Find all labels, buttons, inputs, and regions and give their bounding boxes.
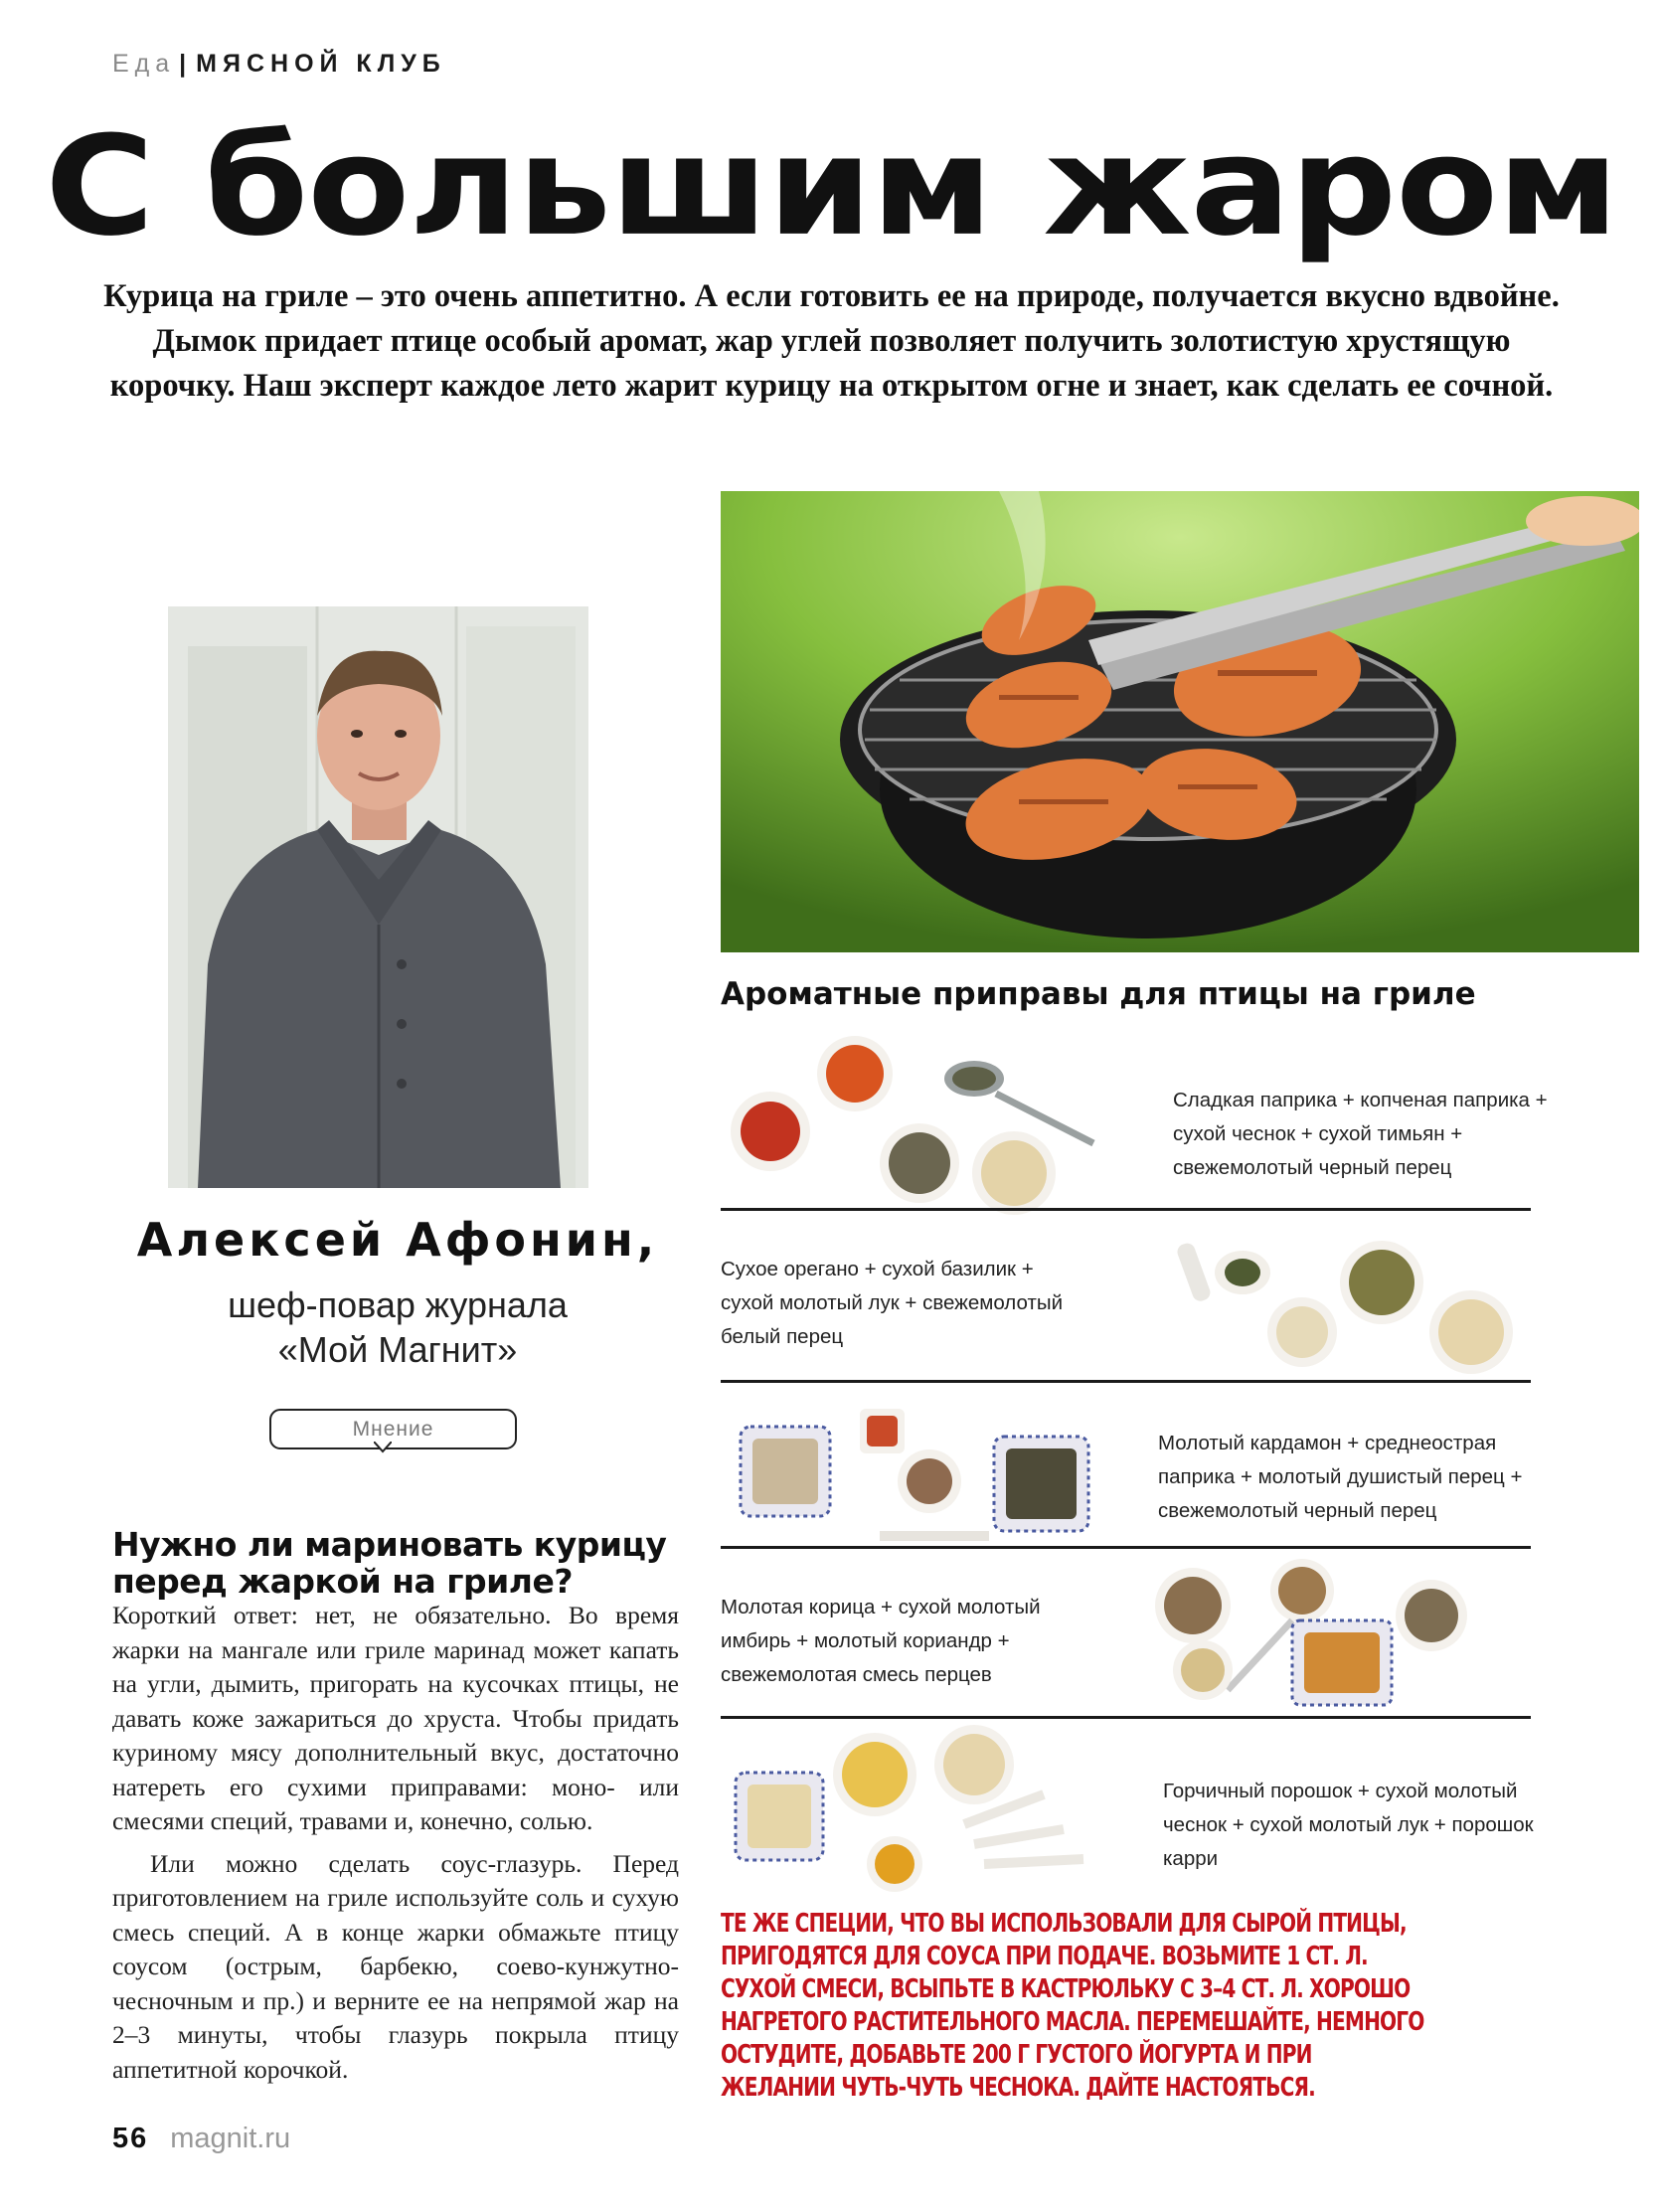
chef-role-line1: шеф-повар журнала [228, 1284, 568, 1325]
spice-blend-2: Сухое орегано + сухой базилик + сухой молотый лук + свежемолотый белый перец [721, 1258, 1064, 1348]
divider-1 [721, 1208, 1531, 1211]
sauce-tip: ТЕ ЖЕ СПЕЦИИ, ЧТО ВЫ ИСПОЛЬЗОВАЛИ ДЛЯ СЫРОЙ ПТИЦЫ, ПРИГОДЯТСЯ ДЛЯ СОУСА ПРИ ПОДАЧЕ. ВОЗЬМИТЕ 1 СТ. Л. СУХОЙ СМЕСИ, ВСЫПЬТЕ В КАСТРЮЛЬКУ С 3–4 СТ. Л. ХОРОШО НАГРЕТОГО РАСТИТЕЛЬНОГО МАСЛА. ПЕРЕМЕШАЙТЕ, НЕМНОГО ОСТУДИТЕ, ДОБАВЬТЕ 200 Г ГУСТОГО ЙОГУРТА И ПРИ ЖЕЛАНИИ ЧУТЬ-ЧУТЬ ЧЕСНОКА. ДАЙТЕ НАСТОЯТЬСЯ. [721, 1909, 1424, 2103]
qa-question: Нужно ли мариновать курицу перед жаркой на гриле? [112, 1525, 667, 1601]
spice-bowls-image-5 [726, 1735, 1143, 1899]
chef-name: Алексей Афонин, [136, 1213, 659, 1267]
article-lead: Курица на гриле – это очень аппетитно. А если готовить ее на природе, получается вкусно вдвойне. Дымок придает птице особый аромат, жар углей позволяет получить золотистую хрустящую корочку. Наш эксперт каждое лето жарит курицу на открытом огне и знает, как сделать ее сочной. [103, 278, 1560, 404]
site-url: magnit.ru [170, 2123, 291, 2154]
chef-role [149, 1282, 646, 1372]
divider-3 [721, 1546, 1531, 1549]
spice-bowls-image-4 [1143, 1551, 1541, 1715]
rubric-label: МЯСНОЙ КЛУБ [196, 50, 446, 78]
qa-answer [112, 1599, 679, 2087]
section-label: Еда [112, 50, 176, 78]
spice-blend-1: Сладкая паприка + копченая паприка + сухой чеснок + сухой тимьян + свежемолотый черный перец [1173, 1089, 1548, 1179]
spice-bowls-image-1 [726, 1034, 1143, 1208]
divider-2 [721, 1380, 1531, 1383]
spice-blend-4: Молотая корица + сухой молотый имбирь + молотый кориандр + свежемолотая смесь перцев [721, 1596, 1041, 1686]
spices-title: Ароматные приправы для птицы на гриле [721, 976, 1476, 1012]
chef-portrait-photo [168, 606, 588, 1188]
page-footer [112, 2123, 290, 2155]
spice-bowls-image-3 [731, 1397, 1128, 1546]
speech-tail-icon [374, 1442, 392, 1453]
grilled-chicken-photo [721, 491, 1639, 952]
chef-role-line2: «Мой Магнит» [277, 1329, 518, 1370]
kicker-separator: | [179, 50, 193, 78]
spice-blend-3: Молотый кардамон + среднеострая паприка + молотый душистый перец + свежемолотый черный перец [1158, 1432, 1523, 1522]
qa-paragraph-2: Или можно сделать соус-глазурь. Перед приготовлением на гриле используйте соль и сухую смесь специй. А в конце жарки обмажьте птицу соусом (острым, барбекю, соево-кунжутно-чесночным и пр.) и верните ее на непрямой жар на 2–3 минуты, чтобы глазурь покрыла птицу аппетитной корочкой. [112, 1848, 679, 2084]
page-number: 56 [112, 2123, 149, 2154]
article-headline: С большим жаром [45, 106, 1618, 267]
divider-4 [721, 1716, 1531, 1719]
qa-paragraph-1: Короткий ответ: нет, не обязательно. Во время жарки на мангале или гриле маринад может капать на угли, дымить, пригорать на кусочках птицы, не давать коже зажариться до хруста. Чтобы придать куриному мясу дополнительный вкус, достаточно натереть его сухими приправами: моно- или смесями специй, травами и, конечно, солью. [112, 1601, 679, 1835]
section-kicker [112, 50, 446, 79]
spice-bowls-image-2 [1143, 1223, 1541, 1372]
spice-blend-5: Горчичный порошок + сухой молотый чеснок + сухой молотый лук + порошок карри [1163, 1780, 1534, 1870]
opinion-badge: Мнение [269, 1409, 517, 1449]
